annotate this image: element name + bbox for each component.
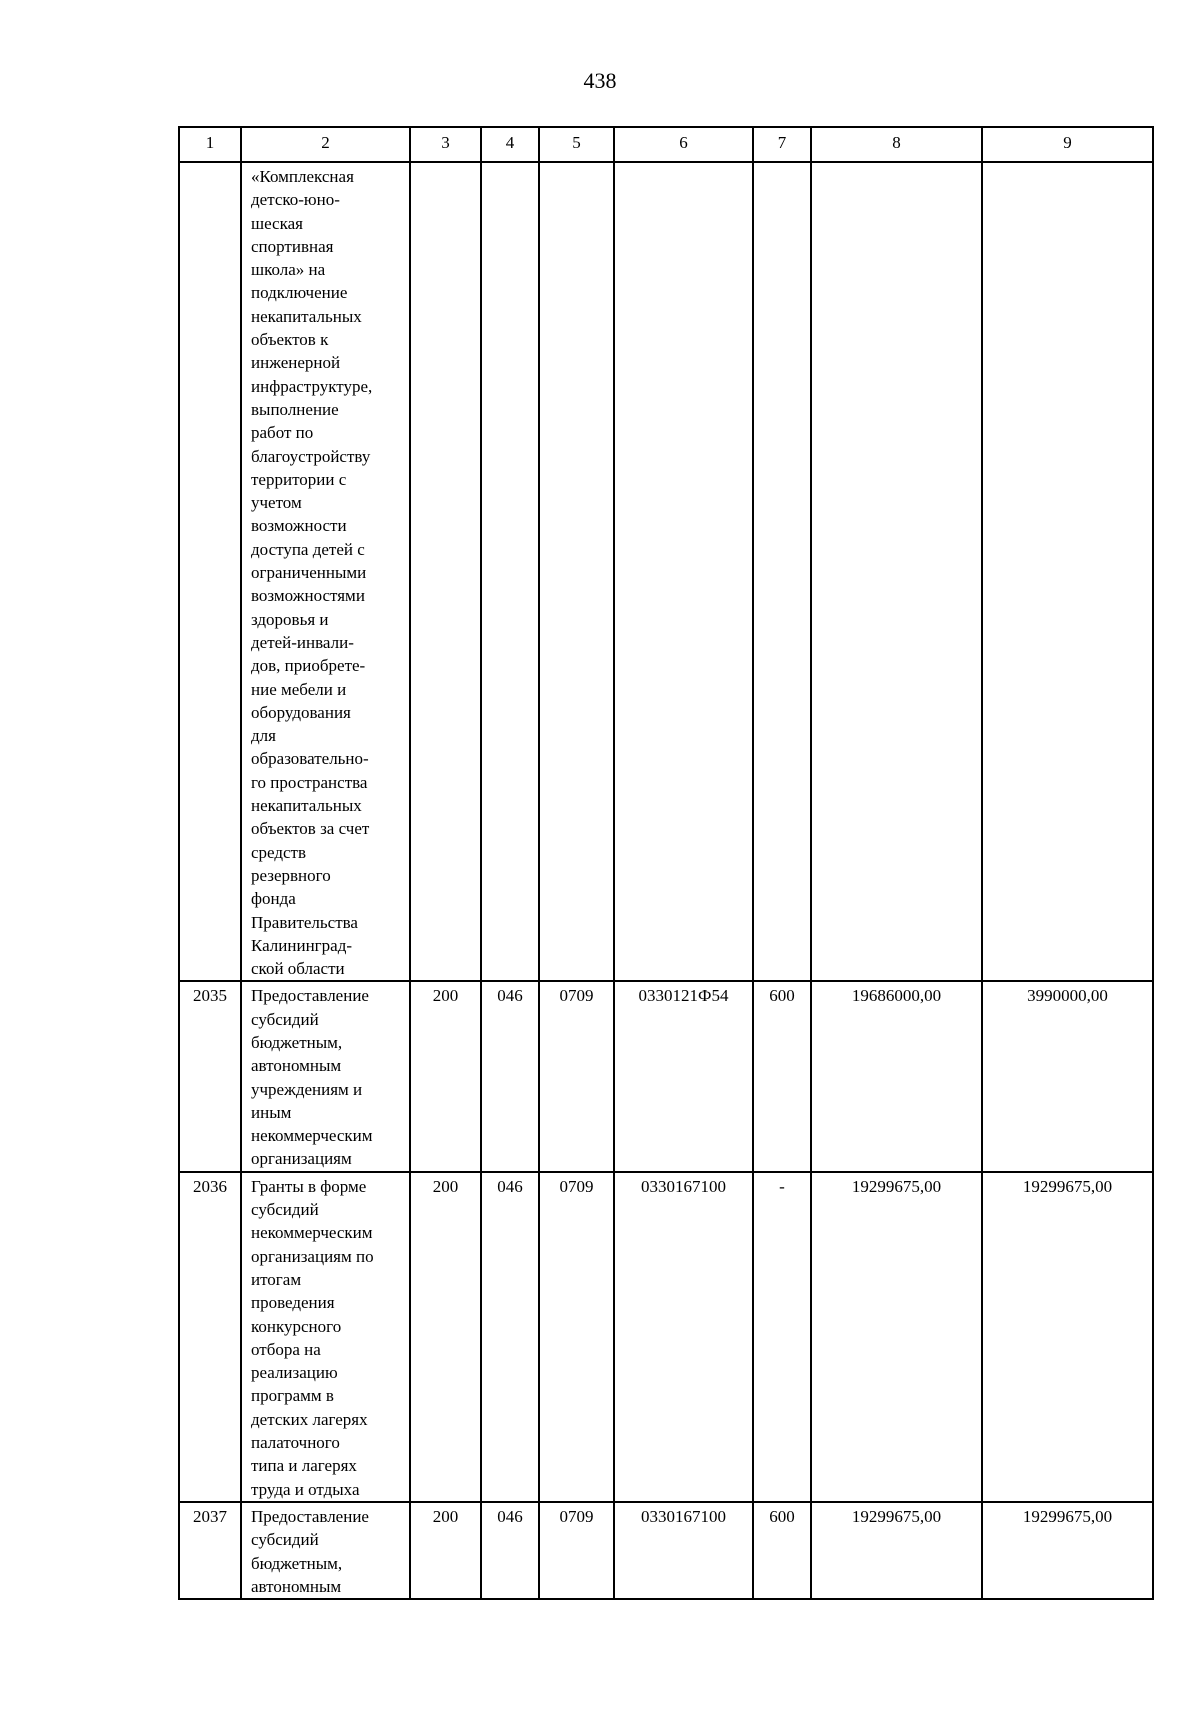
table-header-row xyxy=(179,127,1153,162)
code-cell xyxy=(614,162,753,981)
description-cell: Предоставление субсидий бюджетным, автономным xyxy=(241,1502,410,1599)
page-number: 438 xyxy=(583,68,617,93)
header-cell: 4 xyxy=(481,127,539,162)
code-cell: 200 xyxy=(410,981,481,1171)
amount-cell: 19299675,00 xyxy=(982,1172,1153,1502)
code-cell: 200 xyxy=(410,1172,481,1502)
code-cell: 600 xyxy=(753,981,811,1171)
code-cell: 0330167100 xyxy=(614,1172,753,1502)
code-cell xyxy=(539,162,614,981)
header-cell: 3 xyxy=(410,127,481,162)
code-cell xyxy=(481,162,539,981)
header-cell: 2 xyxy=(241,127,410,162)
amount-cell: 19299675,00 xyxy=(811,1502,982,1599)
row-number-cell: 2037 xyxy=(179,1502,241,1599)
code-cell: 0330121Ф54 xyxy=(614,981,753,1171)
code-cell: 0709 xyxy=(539,981,614,1171)
table-row xyxy=(179,981,1153,1171)
code-cell: 600 xyxy=(753,1502,811,1599)
amount-cell: 19299675,00 xyxy=(982,1502,1153,1599)
row-number-cell: 2035 xyxy=(179,981,241,1171)
table-row xyxy=(179,1502,1153,1599)
table-row xyxy=(179,1172,1153,1502)
code-cell: - xyxy=(753,1172,811,1502)
code-cell: 046 xyxy=(481,1502,539,1599)
description-cell: Гранты в форме субсидий некоммерческим организациям по итогам проведения конкурсного отбора на реализацию программ в детских лагерях палаточного типа и лагерях труда и отдыха xyxy=(241,1172,410,1502)
header-cell: 8 xyxy=(811,127,982,162)
code-cell: 200 xyxy=(410,1502,481,1599)
table-row xyxy=(179,162,1153,981)
code-cell: 0330167100 xyxy=(614,1502,753,1599)
code-cell: 046 xyxy=(481,1172,539,1502)
amount-cell: 19299675,00 xyxy=(811,1172,982,1502)
amount-cell: 19686000,00 xyxy=(811,981,982,1171)
code-cell: 046 xyxy=(481,981,539,1171)
code-cell: 0709 xyxy=(539,1502,614,1599)
header-cell: 1 xyxy=(179,127,241,162)
amount-cell xyxy=(982,162,1153,981)
row-number-cell xyxy=(179,162,241,981)
description-cell: «Комплексная детско-юно- шеская спортивная школа» на подключение некапитальных объектов к инженерной инфраструктуре, выполнение работ по благоустройству территории с учетом возможности доступа детей с ограниченными возможностями здоровья и детей-инвали- дов, приобрете- ние мебели и оборудования для образовательно- го пространства некапитальных объектов за счет средств резервного фонда Правительства Калининград- ской области xyxy=(241,162,410,981)
amount-cell: 3990000,00 xyxy=(982,981,1153,1171)
description-cell: Предоставление субсидий бюджетным, автономным учреждениям и иным некоммерческим организациям xyxy=(241,981,410,1171)
amount-cell xyxy=(811,162,982,981)
row-number-cell: 2036 xyxy=(179,1172,241,1502)
header-cell: 6 xyxy=(614,127,753,162)
code-cell xyxy=(753,162,811,981)
budget-table xyxy=(178,126,1154,1600)
code-cell: 0709 xyxy=(539,1172,614,1502)
header-cell: 5 xyxy=(539,127,614,162)
header-cell: 9 xyxy=(982,127,1153,162)
header-cell: 7 xyxy=(753,127,811,162)
code-cell xyxy=(410,162,481,981)
